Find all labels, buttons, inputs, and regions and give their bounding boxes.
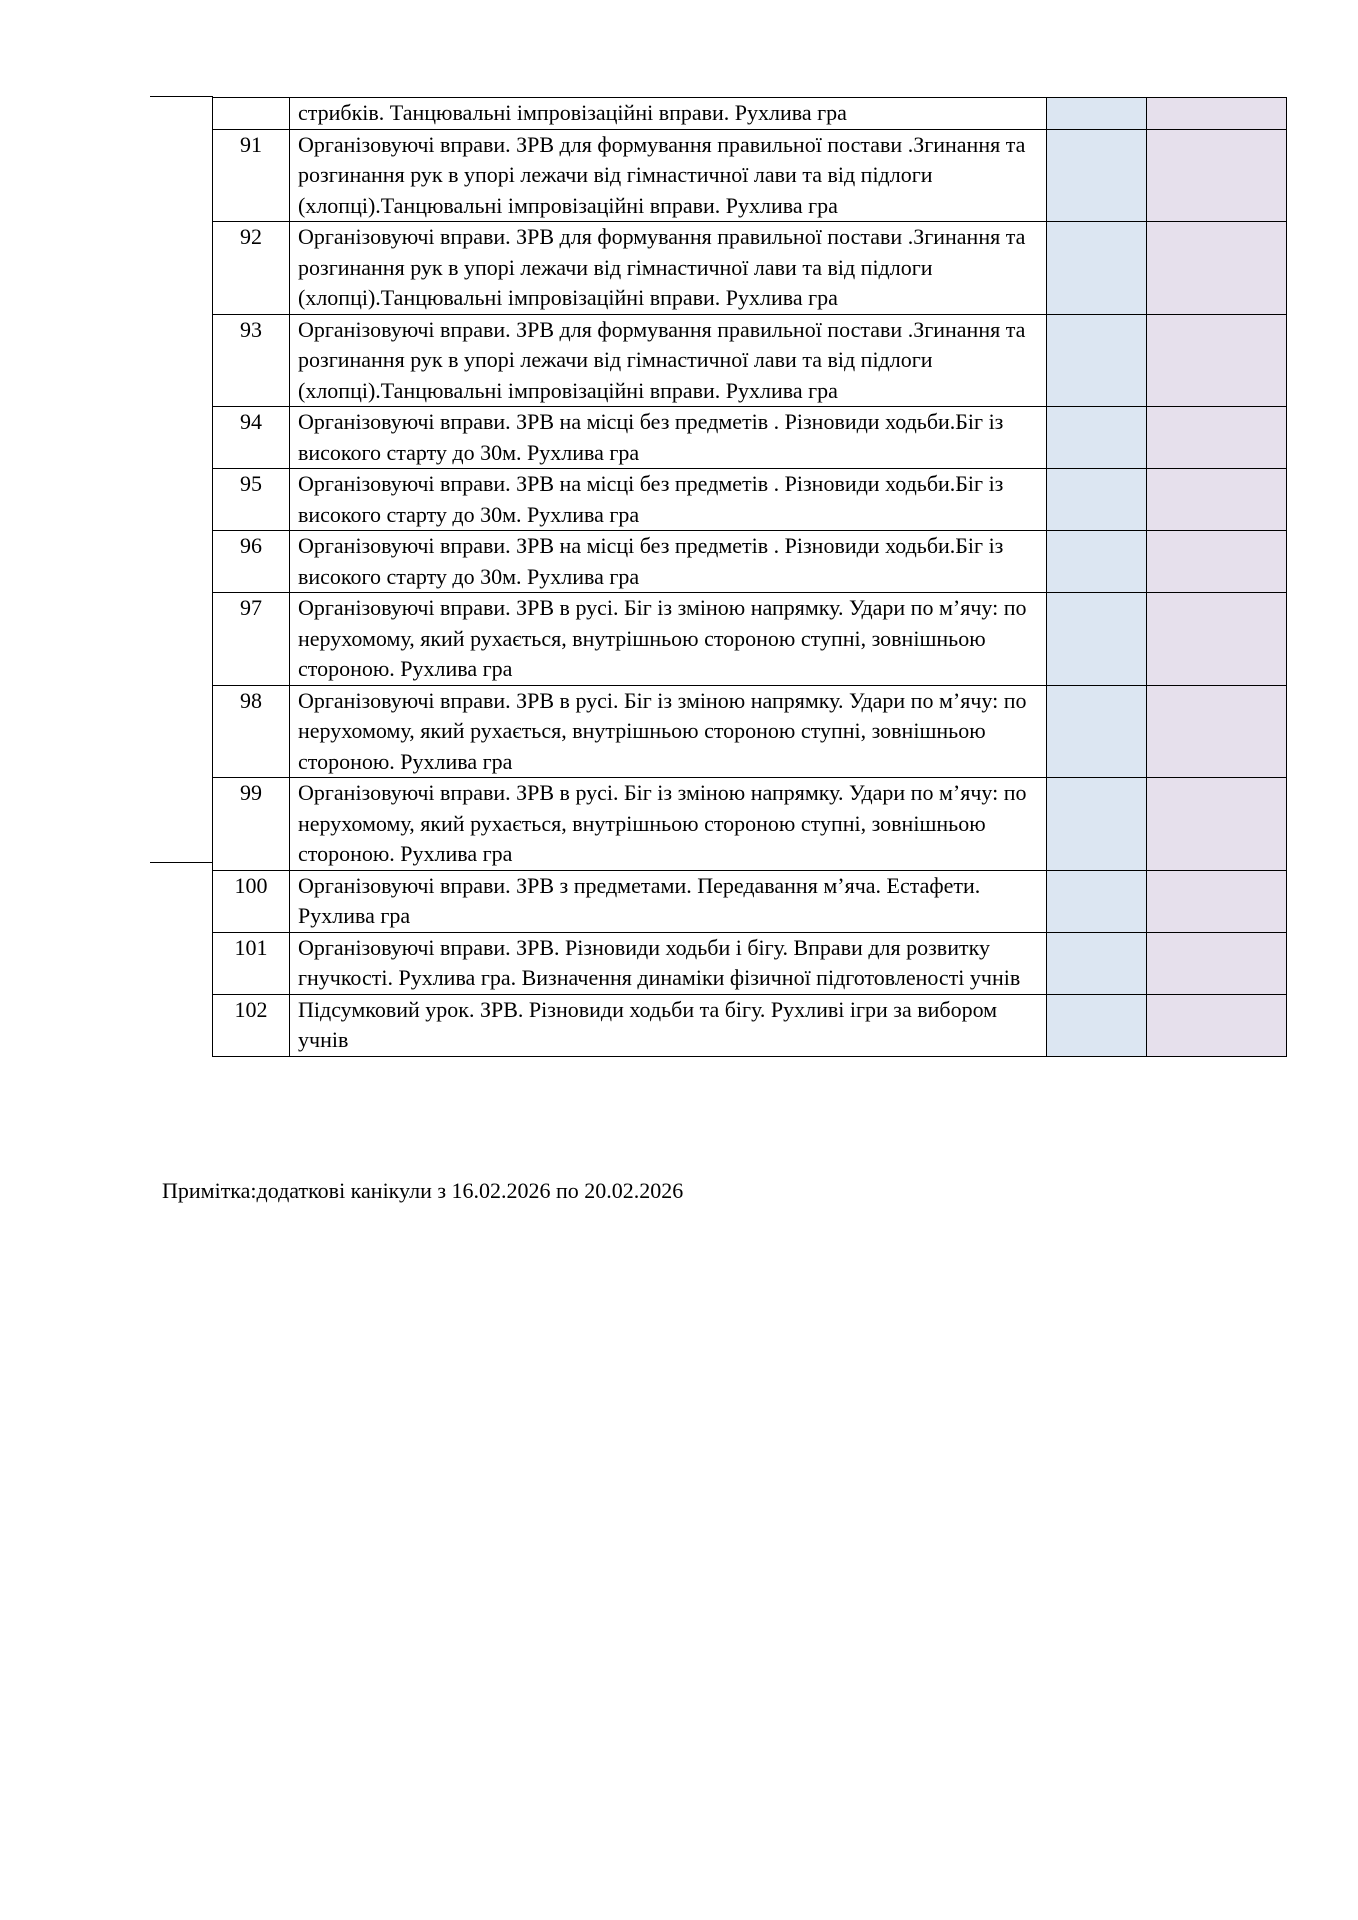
date-cell-actual bbox=[1147, 778, 1287, 871]
lesson-topic: Організовуючі вправи. ЗРВ. Різновиди ходьби і бігу. Вправи для розвитку гнучкості. Рухлива гра. Визначення динаміки фізичної підготовленості учнів bbox=[290, 932, 1047, 994]
table-row bbox=[213, 222, 1287, 315]
lesson-number: 99 bbox=[213, 778, 290, 871]
date-cell-planned bbox=[1047, 407, 1147, 469]
date-cell-actual bbox=[1147, 222, 1287, 315]
date-cell-planned bbox=[1047, 314, 1147, 407]
date-cell-actual bbox=[1147, 685, 1287, 778]
date-cell-actual bbox=[1147, 98, 1287, 130]
lesson-topic: Організовуючі вправи. ЗРВ в русі. Біг із зміною напрямку. Удари по м’ячу: по нерухомому, який рухається, внутрішньою стороною ступні, зовнішньою стороною. Рухлива гра bbox=[290, 685, 1047, 778]
lesson-number: 101 bbox=[213, 932, 290, 994]
date-cell-planned bbox=[1047, 870, 1147, 932]
date-cell-actual bbox=[1147, 314, 1287, 407]
table-row bbox=[213, 129, 1287, 222]
lesson-number bbox=[213, 98, 290, 130]
date-cell-actual bbox=[1147, 407, 1287, 469]
lesson-topic: Організовуючі вправи. ЗРВ в русі. Біг із зміною напрямку. Удари по м’ячу: по нерухомому, який рухається, внутрішньою стороною ступні, зовнішньою стороною. Рухлива гра bbox=[290, 593, 1047, 686]
table-row bbox=[213, 685, 1287, 778]
lesson-number: 100 bbox=[213, 870, 290, 932]
lesson-topic: Організовуючі вправи. ЗРВ для формування правильної постави .Згинання та розгинання рук в упорі лежачи від гімнастичної лави та від підлоги (хлопці).Танцювальні імпровізаційні вправи. Рухлива гра bbox=[290, 314, 1047, 407]
lesson-number: 93 bbox=[213, 314, 290, 407]
table-row bbox=[213, 593, 1287, 686]
table-row bbox=[213, 870, 1287, 932]
table-row bbox=[213, 469, 1287, 531]
table-row bbox=[213, 407, 1287, 469]
table-row bbox=[213, 98, 1287, 130]
lesson-topic: Організовуючі вправи. ЗРВ на місці без предметів . Різновиди ходьби.Біг із високого старту до 30м. Рухлива гра bbox=[290, 469, 1047, 531]
date-cell-actual bbox=[1147, 593, 1287, 686]
lesson-topic: Організовуючі вправи. ЗРВ в русі. Біг із зміною напрямку. Удари по м’ячу: по нерухомому, який рухається, внутрішньою стороною ступні, зовнішньою стороною. Рухлива гра bbox=[290, 778, 1047, 871]
date-cell-actual bbox=[1147, 531, 1287, 593]
date-cell-planned bbox=[1047, 778, 1147, 871]
date-cell-planned bbox=[1047, 98, 1147, 130]
table-row bbox=[213, 932, 1287, 994]
date-cell-actual bbox=[1147, 469, 1287, 531]
lesson-number: 92 bbox=[213, 222, 290, 315]
lesson-number: 94 bbox=[213, 407, 290, 469]
outer-table-line-top bbox=[150, 96, 213, 97]
table-row bbox=[213, 531, 1287, 593]
table-row bbox=[213, 994, 1287, 1056]
lesson-number: 102 bbox=[213, 994, 290, 1056]
table-row bbox=[213, 778, 1287, 871]
outer-table-line-mid bbox=[150, 862, 213, 863]
table-row bbox=[213, 314, 1287, 407]
lesson-number: 95 bbox=[213, 469, 290, 531]
footnote-holidays: Примітка:додаткові канікули з 16.02.2026 по 20.02.2026 bbox=[162, 1178, 684, 1203]
lesson-number: 97 bbox=[213, 593, 290, 686]
lesson-number: 96 bbox=[213, 531, 290, 593]
date-cell-planned bbox=[1047, 994, 1147, 1056]
lesson-topic: Організовуючі вправи. ЗРВ на місці без предметів . Різновиди ходьби.Біг із високого старту до 30м. Рухлива гра bbox=[290, 407, 1047, 469]
date-cell-planned bbox=[1047, 593, 1147, 686]
lesson-number: 91 bbox=[213, 129, 290, 222]
lesson-topic: Організовуючі вправи. ЗРВ на місці без предметів . Різновиди ходьби.Біг із високого старту до 30м. Рухлива гра bbox=[290, 531, 1047, 593]
date-cell-planned bbox=[1047, 685, 1147, 778]
date-cell-planned bbox=[1047, 469, 1147, 531]
lesson-topic: Організовуючі вправи. ЗРВ з предметами. Передавання м’яча. Естафети. Рухлива гра bbox=[290, 870, 1047, 932]
lesson-plan-body bbox=[213, 98, 1287, 1057]
lesson-topic: стрибків. Танцювальні імпровізаційні вправи. Рухлива гра bbox=[290, 98, 1047, 130]
lesson-topic: Організовуючі вправи. ЗРВ для формування правильної постави .Згинання та розгинання рук в упорі лежачи від гімнастичної лави та від підлоги (хлопці).Танцювальні імпровізаційні вправи. Рухлива гра bbox=[290, 222, 1047, 315]
date-cell-actual bbox=[1147, 994, 1287, 1056]
lesson-topic: Організовуючі вправи. ЗРВ для формування правильної постави .Згинання та розгинання рук в упорі лежачи від гімнастичної лави та від підлоги (хлопці).Танцювальні імпровізаційні вправи. Рухлива гра bbox=[290, 129, 1047, 222]
date-cell-planned bbox=[1047, 129, 1147, 222]
lesson-topic: Підсумковий урок. ЗРВ. Різновиди ходьби та бігу. Рухливі ігри за вибором учнів bbox=[290, 994, 1047, 1056]
date-cell-actual bbox=[1147, 932, 1287, 994]
date-cell-actual bbox=[1147, 129, 1287, 222]
date-cell-planned bbox=[1047, 531, 1147, 593]
date-cell-planned bbox=[1047, 932, 1147, 994]
lesson-number: 98 bbox=[213, 685, 290, 778]
lesson-plan-table bbox=[212, 97, 1287, 1057]
date-cell-planned bbox=[1047, 222, 1147, 315]
date-cell-actual bbox=[1147, 870, 1287, 932]
